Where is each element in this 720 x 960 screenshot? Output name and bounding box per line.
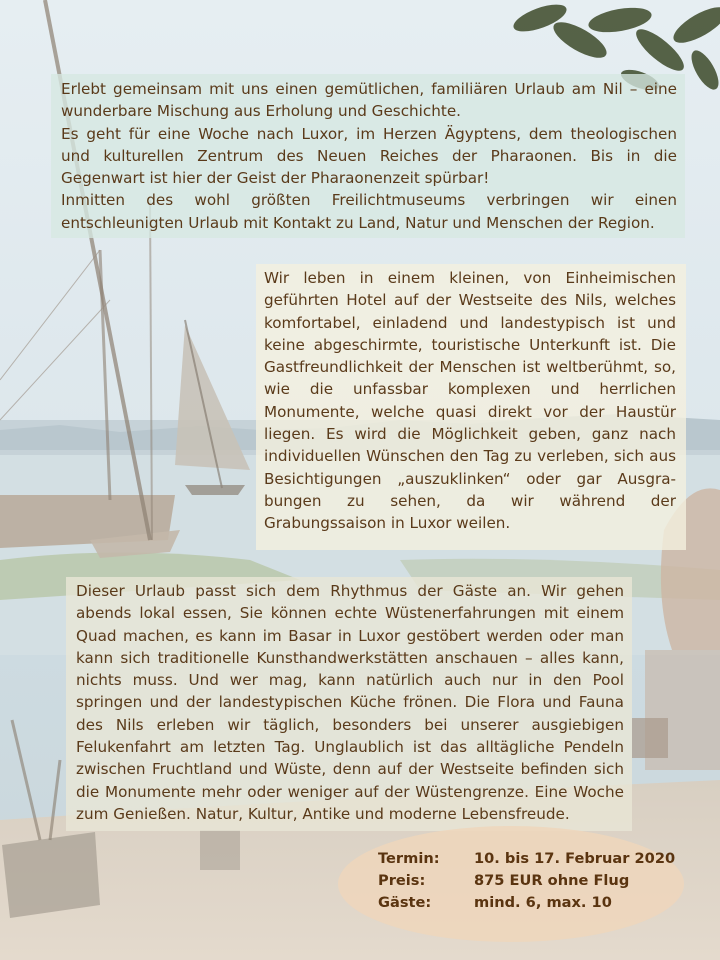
gaeste-value: mind. 6, max. 10: [474, 894, 612, 911]
trip-details: [338, 826, 684, 942]
termin-row: [378, 850, 675, 867]
intro-line-2: Es geht für eine Woche nach Luxor, im Herzen Ägyptens, dem theologischen und kulturellen Zentrum des Neuen Reiches der Pharaonen. Bis in die Gegenwart ist hier der Geist der Pharaonenzeit spürbar!: [61, 124, 677, 188]
intro-panel: [51, 74, 685, 238]
intro-line-1: Erlebt gemeinsam mit uns einen gemütlichen, familiären Urlaub am Nil – eine wunderbare Mischung aus Erholung und Geschichte.: [61, 80, 677, 121]
preis-label: Preis:: [378, 872, 426, 889]
hotel-text: Wir leben in einem kleinen, von Einheimischen geführten Hotel auf der Westseite des Nils, welches komfortabel, einladend und landestypisch ist und keine abgeschirmte, touristische Unterkunft ist. Die Gastfreundlichkeit der Menschen ist weltberühmt, so, wie die unfassbar komplexen und herrlichen Monumente, welche quasi direkt vor der Haustür liegen. Es wird die Möglichkeit geben, ganz nach individuellen Wünschen den Tag zu verleben, sich aus Besichtigungen „auszuklinken“ oder gar Ausgra-bungen zu sehen, da wir während der Grabungssaison in Luxor weilen.: [264, 269, 676, 533]
rhythm-panel: [66, 577, 632, 831]
preis-value: 875 EUR ohne Flug: [474, 872, 630, 889]
rhythm-text: Dieser Urlaub passt sich dem Rhythmus der Gäste an. Wir gehen abends lokal essen, Sie können echte Wüstenerfahrungen mit einem Quad machen, es kann im Basar in Luxor gestöbert werden oder man kann sich traditionelle Kunsthandwerkstätten anschauen – alles kann, nichts muss. Und wer mag, kann natürlich auch nur in den Pool springen und der landestypischen Küche frönen. Die Flora und Fauna des Nils erleben wir täglich, besonders bei unserer ausgiebigen Felukenfahrt am letzten Tag. Unglaublich ist das alltägliche Pendeln zwischen Fruchtland und Wüste, denn auf der Westseite befinden sich die Monumente mehr oder weniger auf der Wüstengrenze. Eine Woche zum Genießen. Natur, Kultur, Antike und moderne Lebensfreude.: [76, 582, 624, 823]
hotel-panel: [256, 264, 686, 550]
gaeste-row: [378, 894, 612, 911]
intro-line-3: Inmitten des wohl größten Freilichtmuseums verbringen wir einen entschleunigten Urlaub mit Kontakt zu Land, Natur und Menschen der Region.: [61, 191, 677, 232]
gaeste-label: Gäste:: [378, 894, 432, 911]
termin-label: Termin:: [378, 850, 440, 867]
termin-value: 10. bis 17. Februar 2020: [474, 850, 676, 867]
preis-row: [378, 872, 629, 889]
